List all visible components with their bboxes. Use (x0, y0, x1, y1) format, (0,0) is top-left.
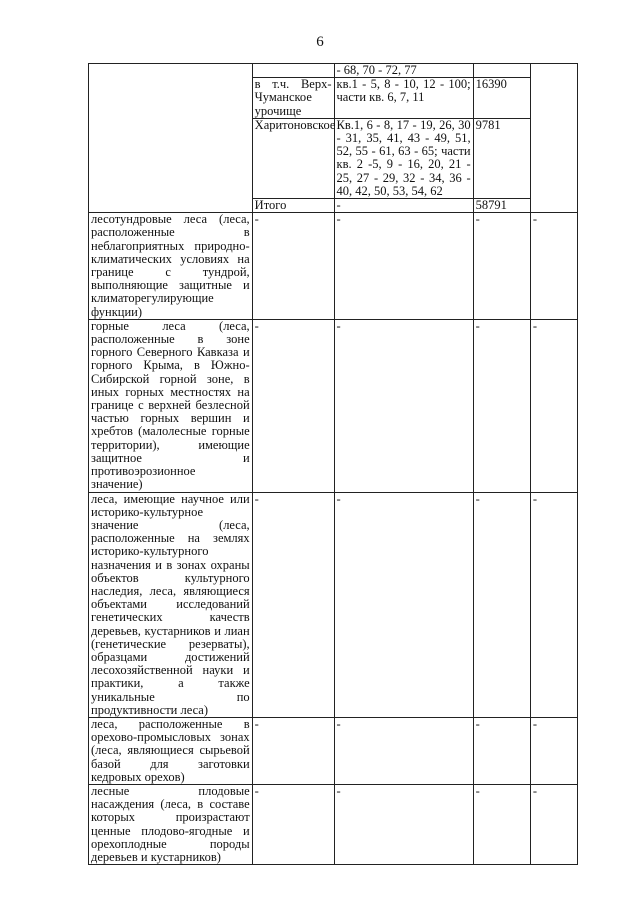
value-cell: - (334, 319, 473, 492)
area-cell: 16390 (473, 78, 530, 119)
value-cell: - (252, 492, 334, 717)
category-cell: горные леса (леса, расположенные в зоне горного Северного Кавказа и горного Крыма, в Южно-Сибирской горной зоне, в иных горных местностях на границе с верхней безлесной частью горных вершин и хребтов (малолесные горные территории), имеющие защитное и противоэрозионное значение) (89, 319, 253, 492)
district-cell: Харитоновское (252, 118, 334, 198)
blank-cell (89, 64, 253, 213)
district-cell (252, 64, 334, 78)
quarters-cell: - 68, 70 - 72, 77 (334, 64, 473, 78)
value-cell: - (252, 784, 334, 864)
value-cell: - (252, 213, 334, 320)
value-cell: - (473, 784, 530, 864)
forest-table (88, 63, 578, 865)
quarters-cell: - (334, 199, 473, 213)
value-cell: - (530, 717, 577, 784)
area-cell (473, 64, 530, 78)
category-cell: леса, имеющие научное или историко-культурное значение (леса, расположенные на землях историко-культурного назначения и в зонах охраны объектов культурного наследия, леса, являющиеся объектами исследований генетических качеств деревьев, кустарников и лиан (генетические резерваты), образцами достижений лесохозяйственной науки и практики, а также уникальные по продуктивности леса) (89, 492, 253, 717)
value-cell: - (334, 213, 473, 320)
table-row (89, 784, 578, 864)
value-cell: - (473, 492, 530, 717)
page-number: 6 (316, 34, 324, 50)
area-cell: 58791 (473, 199, 530, 213)
quarters-cell: кв.1 - 5, 8 - 10, 12 - 100; части кв. 6, 7, 11 (334, 78, 473, 119)
value-cell: - (530, 213, 577, 320)
area-cell: 9781 (473, 118, 530, 198)
value-cell: - (473, 213, 530, 320)
category-cell: лесотундровые леса (леса, расположенные в неблагоприятных природно-климатических условиях на границе с тундрой, выполняющие защитные и климаторегулирующие функции) (89, 213, 253, 320)
quarters-cell: Кв.1, 6 - 8, 17 - 19, 26, 30 - 31, 35, 41, 43 - 49, 51, 52, 55 - 61, 63 - 65; части кв. 2 -5, 9 - 16, 20, 21 - 25, 27 - 29, 32 - 34, 36 - 40, 42, 50, 53, 54, 62 (334, 118, 473, 198)
value-cell: - (334, 492, 473, 717)
table-row (89, 213, 578, 320)
category-cell: леса, расположенные в орехово-промысловых зонах (леса, являющиеся сырьевой базой для заготовки кедровых орехов) (89, 717, 253, 784)
table-row (89, 717, 578, 784)
district-cell: Итого (252, 199, 334, 213)
table-row (89, 64, 578, 78)
category-cell: лесные плодовые насаждения (леса, в составе которых произрастают ценные плодово-ягодные и орехоплодные породы деревьев и кустарников) (89, 784, 253, 864)
value-cell: - (473, 319, 530, 492)
value-cell: - (252, 717, 334, 784)
value-cell: - (252, 319, 334, 492)
value-cell: - (334, 717, 473, 784)
value-cell: - (334, 784, 473, 864)
table-row (89, 492, 578, 717)
value-cell: - (473, 717, 530, 784)
table-row (89, 319, 578, 492)
district-cell: в т.ч. Верх-Чуманское урочище (252, 78, 334, 119)
value-cell: - (530, 319, 577, 492)
blank-cell (530, 64, 577, 213)
value-cell: - (530, 492, 577, 717)
value-cell: - (530, 784, 577, 864)
